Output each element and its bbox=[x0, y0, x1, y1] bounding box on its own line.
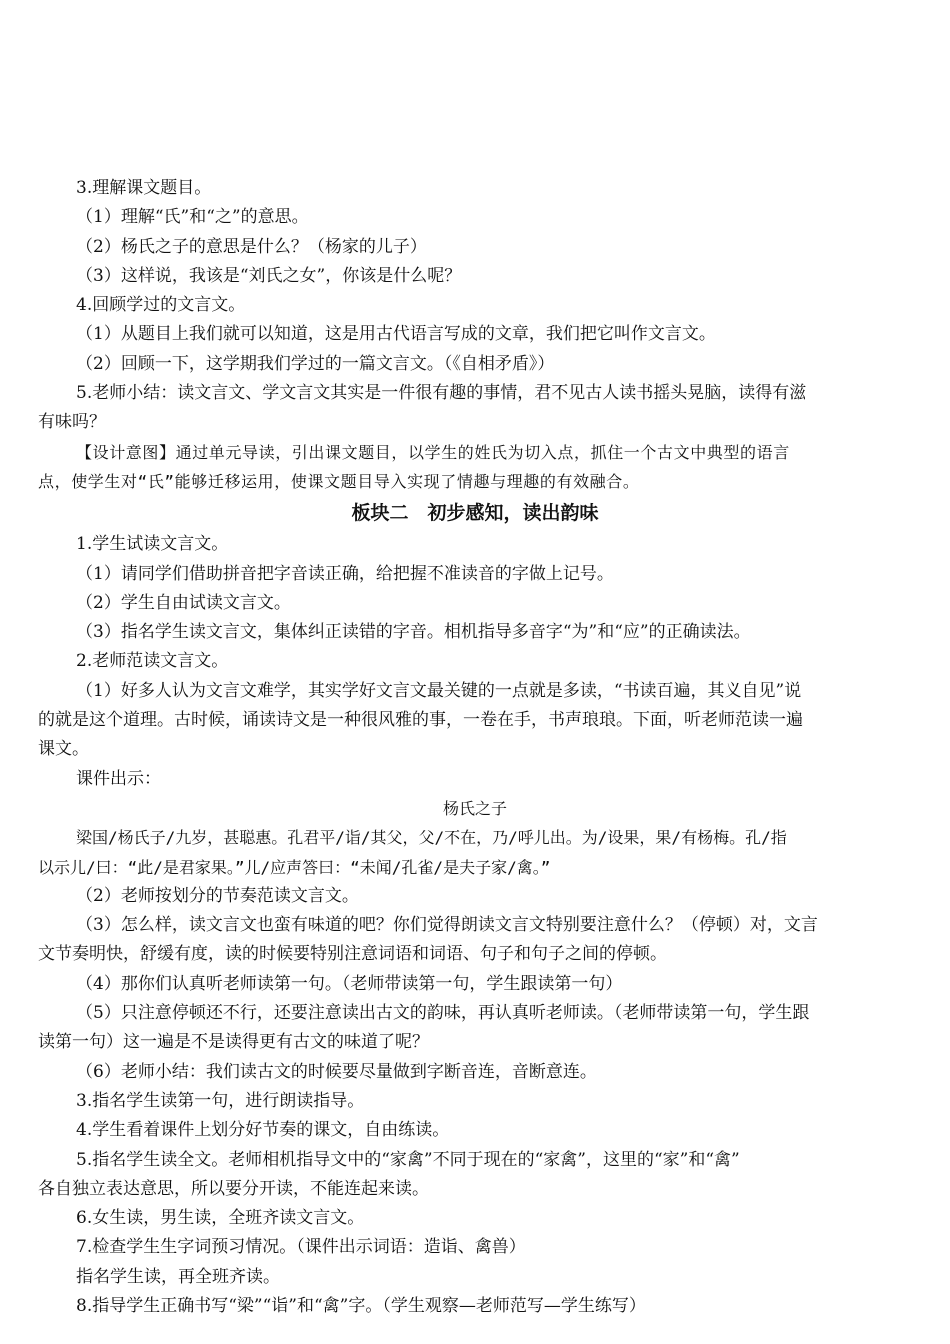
text-line: 文节奏明快，舒缓有度，读的时候要特别注意词语和词语、句子和句子之间的停顿。 bbox=[38, 944, 667, 965]
text-line: 8.指导学生正确书写“梁”“诣”和“禽”字。（学生观察—老师范写—学生练写） bbox=[76, 1295, 646, 1316]
text-line: （3）指名学生读文言文，集体纠正读错的字音。相机指导多音字“为”和“应”的正确读法。 bbox=[76, 622, 751, 643]
text-line: 3.指名学生读第一句，进行朗读指导。 bbox=[76, 1090, 365, 1111]
text-line: （1）好多人认为文言文难学，其实学好文言文最关键的一点就是多读，“书读百遍，其义自见”说 bbox=[76, 680, 802, 701]
text-line: 课文。 bbox=[38, 739, 89, 760]
text-line: 5.指名学生读全文。老师相机指导文中的“家禽”不同于现在的“家禽”，这里的“家”和“禽” bbox=[76, 1149, 740, 1170]
section-heading: 板块二 初步感知，读出韵味 bbox=[351, 502, 599, 525]
text-line: 有味吗？ bbox=[38, 412, 106, 433]
text-line: 4.学生看着课件上划分好节奏的课文，自由练读。 bbox=[76, 1120, 450, 1141]
document-page bbox=[38, 174, 912, 1321]
text-line: （3）这样说，我该是“刘氏之女”，你该是什么呢？ bbox=[76, 265, 462, 286]
text-line: （2）老师按划分的节奏范读文言文。 bbox=[76, 885, 359, 906]
text-line: （2）杨氏之子的意思是什么？（杨家的儿子） bbox=[76, 236, 427, 257]
text-line: （6）老师小结：我们读古文的时候要尽量做到字断音连，音断意连。 bbox=[76, 1061, 597, 1082]
classical-text-title: 杨氏之子 bbox=[442, 798, 507, 818]
text-line: 3.理解课文题目。 bbox=[76, 178, 212, 198]
text-line: （1）请同学们借助拼音把字音读正确，给把握不准读音的字做上记号。 bbox=[76, 563, 614, 584]
text-line: （1）理解“氏”和“之”的意思。 bbox=[76, 207, 309, 228]
design-intent-line: 【设计意图】通过单元导读，引出课文题目，以学生的姓氏为切入点，抓住一个古文中典型的语言 bbox=[76, 442, 790, 462]
text-line: （4）那你们认真听老师读第一句。（老师带读第一句，学生跟读第一句） bbox=[76, 973, 623, 994]
design-intent-line: 点，使学生对“氏”能够迁移运用，使课文题目导入实现了情趣与理趣的有效融合。 bbox=[38, 471, 640, 491]
text-line: 课件出示： bbox=[76, 768, 161, 789]
text-line: （2）回顾一下，这学期我们学过的一篇文言文。（《自相矛盾》） bbox=[76, 353, 555, 374]
text-line: 5.老师小结：读文言文、学文言文其实是一件很有趣的事情，君不见古人读书摇头晃脑，读得有滋 bbox=[76, 383, 807, 404]
text-line: 各自独立表达意思，所以要分开读，不能连起来读。 bbox=[38, 1178, 429, 1199]
text-line: （2）学生自由试读文言文。 bbox=[76, 592, 291, 613]
text-line: 的就是这个道理。古时候，诵读诗文是一种很风雅的事，一卷在手，书声琅琅。下面，听老师范读一遍 bbox=[38, 710, 803, 731]
text-line: （5）只注意停顿还不行，还要注意读出古文的韵味，再认真听老师读。（老师带读第一句，学生跟 bbox=[76, 1003, 810, 1024]
text-line: （3）怎么样，读文言文也蛮有味道的吧？你们觉得朗读文言文特别要注意什么？（停顿）对，文言 bbox=[76, 915, 818, 936]
text-line: 1.学生试读文言文。 bbox=[76, 534, 229, 555]
classical-text-line: 梁国/杨氏子/九岁，甚聪惠。孔君平/诣/其父，父/不在，乃/呼儿出。为/设果，果/有杨梅。孔/指 bbox=[76, 828, 787, 848]
text-line: 6.女生读，男生读，全班齐读文言文。 bbox=[76, 1208, 365, 1229]
classical-text-line: 以示儿/曰：“此/是君家果。”儿/应声答曰：“未闻/孔雀/是夫子家/禽。” bbox=[38, 857, 551, 877]
text-line: 4.回顾学过的文言文。 bbox=[76, 295, 246, 316]
text-line: 读第一句）这一遍是不是读得更有古文的味道了呢？ bbox=[38, 1032, 429, 1053]
text-line: 7.检查学生生字词预习情况。（课件出示词语：造诣、禽兽） bbox=[76, 1237, 526, 1258]
text-line: 指名学生读，再全班齐读。 bbox=[76, 1266, 280, 1287]
text-line: （1）从题目上我们就可以知道，这是用古代语言写成的文章，我们把它叫作文言文。 bbox=[76, 324, 716, 345]
text-line: 2.老师范读文言文。 bbox=[76, 651, 229, 672]
